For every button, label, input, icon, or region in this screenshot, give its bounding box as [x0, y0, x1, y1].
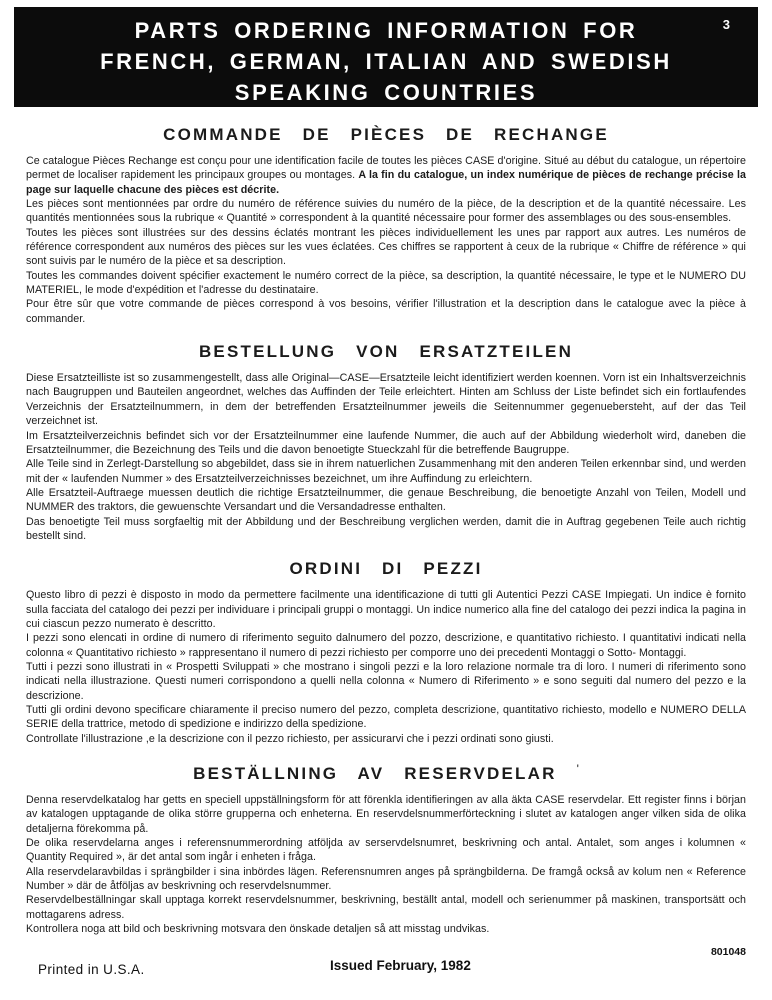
banner-title-line-2: FRENCH, GERMAN, ITALIAN AND SWEDISH [100, 49, 672, 74]
header-banner [14, 7, 758, 107]
banner-title-line-1: PARTS ORDERING INFORMATION FOR [134, 18, 638, 43]
paragraph: Reservdelbeställningar skall upptaga korrekt reservdelsnummer, beskrivning, beställt antal, modell och serienummer på maskinen, transportsätt och mottagarens adress. [26, 894, 746, 921]
paragraph: De olika reservdelarna anges i referensnummerordning atföljda av serservdelsnumret, beskrivning och antal. Antalet, som anges i kolumnen « Quantity Required », är det antal som ingår i enheten i fråga. [26, 837, 746, 864]
section-german [26, 342, 746, 543]
page-footer [0, 944, 772, 990]
page-number: 3 [722, 17, 730, 32]
form-number: 801048 [710, 946, 746, 958]
banner-title-line-3: SPEAKING COUNTRIES [234, 80, 538, 105]
paragraph: Alla reservdelaravbildas i sprängbilder i sina inbördes lägen. Referensnumren anges på sprängbilderna. De framgå också av kolum nen « Reference Number » där de åtföljas av beskrivning och reservdelsnummer. [26, 865, 746, 893]
paragraph: Tutti i pezzi sono illustrati in « Prospetti Sviluppati » che mostrano i singoli pezzi e la loro relazione normale tra di loro. I numeri di riferimento sono indicati nella illustrazione. Questi numeri corrispondono a quelli nella colonna « Numero di Riferimento » e sono seguiti dal numero del pezzo e la descrizione. [26, 660, 746, 702]
paragraph: Questo libro di pezzi è disposto in modo da permettere facilmente una identificazione di tutti gli Autentici Pezzi CASE Impiegati. Un indice è fornito sulla facciata del catalogo dei pezzi per individuare i principali gruppi o montaggi. Un indice numerico alla fine del catalogo dei pezzi indica la pagina in cui ciascun pezzo numerato è descritto. [26, 589, 746, 630]
paragraph: Denna reservdelkatalog har getts en speciell uppställningsform för att förenkla identifieringen av alla äkta CASE reservdelar. Ett register finns i början av katalogen upptagande de olika större grupperna och enheterna. En reservdelsnummerförteckning i slutet av katalogen anger vilken sida de olika detaljerna förekomma på. [26, 794, 746, 835]
page-content [26, 112, 746, 940]
paragraph: Controllate l'illustrazione ,e la descrizione con il pezzo richiesto, per assicurarvi che i pezzi ordinati sono giusti. [26, 732, 554, 745]
paragraph: Alle Teile sind in Zerlegt-Darstellung so abgebildet, dass sie in ihrem natuerlichen Zusammenhang mit den anderen Teilen erkennbar sind, und werden mit der « laufenden Nummer » des Ersatzteilverzeichnisses bezeichnet, um ihre Auffindung zu erleichtern. [26, 458, 746, 485]
paragraph [26, 154, 746, 197]
section-heading-text: BESTÄLLNING AV RESERVDELAR [193, 764, 557, 784]
paragraph: Das benoetigte Teil muss sorgfaeltig mit der Abbildung und der Beschreibung verglichen werden, damit die in Auftrag gegebenen Teile auch richtig bestellt sind. [26, 515, 746, 542]
paragraph-text: Ce catalogue Pièces Rechange est conçu pour une identification facile de toutes les pièces CASE d'origine. Situé au début du catalogue, un répertoire permet de localiser rapidement les principaux groupes ou montages. [26, 155, 746, 182]
section-italian [26, 559, 746, 746]
paragraph: Alle Ersatzteil-Auftraege muessen deutlich die richtige Ersatzteilnummer, die genaue Beschreibung, die benoetigte Anzahl von Teilen, Modell und NUMMER des traktors, die gewuenschte Versandart und die Versandadresse enthalten. [26, 486, 746, 514]
section-heading-swedish [26, 762, 746, 784]
section-heading-french: COMMANDE DE PIÈCES DE RECHANGE [163, 125, 609, 144]
paragraph: Les pièces sont mentionnées par ordre du numéro de référence suivies du numéro de la pièce, de la description et de la quantité nécessaire. Les quantités mentionnées sous la rubrique « Quantité » correspondent à la quantité nécessaire pour former des assemblages ou des sous-ensembles. [26, 198, 746, 225]
printed-in-note: Printed in U.S.A. [38, 962, 145, 977]
paragraph: Pour être sûr que votre commande de pièces correspond à vos besoins, vérifier l'illustration et la description dans le catalogue avec la pièce à commander. [26, 298, 746, 325]
section-heading-german: BESTELLUNG VON ERSATZTEILEN [198, 342, 574, 362]
paragraph: Toutes les commandes doivent spécifier exactement le numéro correct de la pièce, sa description, la quantité nécessaire, le type et le NUMERO DU MATERIEL, le mode d'expédition et l'adresse du destinataire. [26, 269, 746, 297]
paragraph-bold-text: A la fin du catalogue, un index numérique de pièces de rechange précise la page sur laquelle chacune des pièces est décrite. [26, 169, 746, 196]
paragraph: Toutes les pièces sont illustrées sur des dessins éclatés montrant les pièces individuellement les unes par rapport aux autres. Les numéros de référence correspondent aux numéros des pièces sur les vues éclatées. Ces chiffres se rapportent à ceux de la rubrique « Chiffre de référence » qui sont suivis par le numéro de la pièce et sa description. [26, 226, 746, 268]
issued-date-note: Issued February, 1982 [330, 958, 471, 973]
section-swedish [26, 762, 746, 936]
stray-print-mark: ' [576, 762, 579, 777]
paragraph: Im Ersatzteilverzeichnis befindet sich vor der Ersatzteilnummer eine laufende Nummer, die auch auf der Abbildung wiederholt wird, daneben die Ersatzteilnummer, die Bezeichnung des Teils und die davon benoetigte Stueckzahl für die betreffende Baugruppe. [26, 429, 746, 456]
section-heading-italian: ORDINI DI PEZZI [289, 559, 483, 579]
paragraph: I pezzi sono elencati in ordine di numero di riferimento seguito dalnumero del pozzo, descrizione, e quantitativo richiesto. I quantitativi indicati nella colonna « Quantitativo richiesto » rappresentano il numero di pezzi richiesto per comporre uno dei precedenti Montaggi o Sotto- Montaggi. [26, 632, 746, 659]
paragraph: Diese Ersatzteilliste ist so zusammengestellt, dass alle Original—CASE—Ersatzteile leicht identifiziert werden koennen. Vorn ist ein Inhaltsverzeichnis nach Baugruppen und Bauteilen angeordnet, welches das Auffinden der Teile erleichtert. Hinten am Schluss der Liste befindet sich ein fortlaufendes Verzeichnis der Ersatzteilnummern, in dem der betreffenden Ersatzteilnummer jeweils die Seitennummer gegenuebersteht, auf der das Teil verzeichnet ist. [26, 372, 746, 428]
section-french [26, 125, 746, 326]
paragraph: Kontrollera noga att bild och beskrivning motsvara den önskade detaljen så att misstag undvikas. [26, 923, 490, 936]
paragraph: Tutti gli ordini devono specificare chiaramente il preciso numero del pezzo, completa descrizione, quantitativo richiesto, modello e NUMERO DELLA SERIE della trattrice, metodo di spedizione e indirizzo della spedizione. [26, 704, 746, 731]
